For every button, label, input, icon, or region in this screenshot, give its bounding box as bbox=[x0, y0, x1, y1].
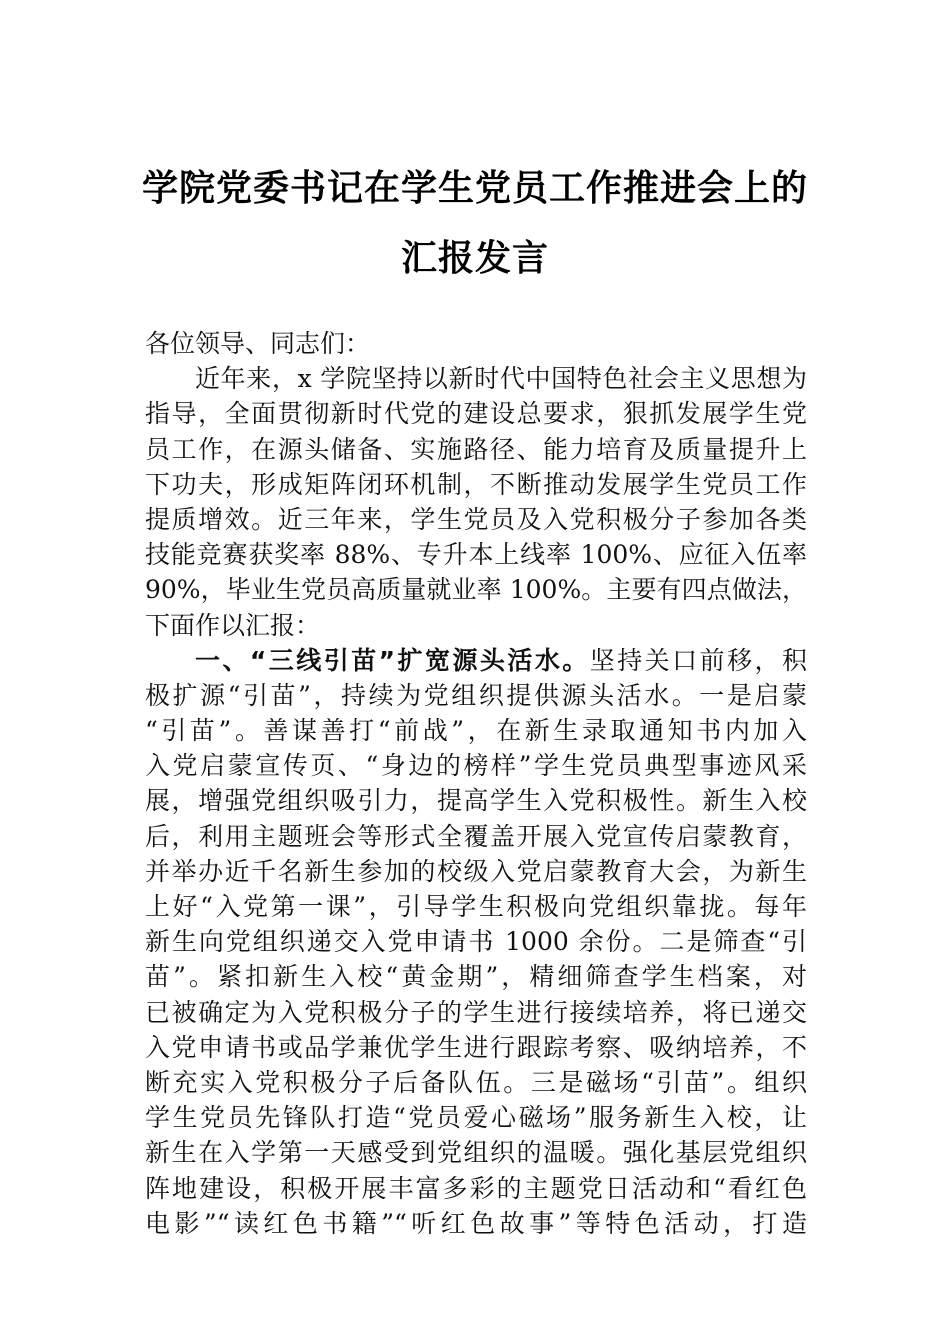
salutation: 各位领导、同志们： bbox=[145, 329, 371, 358]
section-1-line: 阵地建设，积极开展丰富多彩的主题党日活动和“看红色 bbox=[145, 1173, 807, 1203]
section-1-line: 展，增强党组织吸引力，提高学生入党积极性。新生入校 bbox=[145, 786, 807, 816]
section-1-line: 已被确定为入党积极分子的学生进行接续培养，将已递交 bbox=[145, 997, 807, 1027]
paragraph-1-line: 下面作以汇报： bbox=[145, 610, 321, 640]
section-1-line: 电影”“读红色书籍”“听红色故事”等特色活动，打造 bbox=[145, 1208, 807, 1238]
paragraph-1-line: 指导，全面贯彻新时代党的建设总要求，狠抓发展学生党 bbox=[145, 399, 807, 429]
document-title-line-2: 汇报发言 bbox=[400, 238, 549, 279]
section-1-line: 苗”。紧扣新生入校“黄金期”，精细筛查学生档案，对 bbox=[145, 962, 807, 992]
section-1-line: 断充实入党积极分子后备队伍。三是磁场“引苗”。组织 bbox=[145, 1067, 807, 1097]
paragraph-1-line: 下功夫，形成矩阵闭环机制，不断推动发展学生党员工作 bbox=[145, 469, 807, 499]
section-1-line: 后，利用主题班会等形式全覆盖开展入党宣传启蒙教育， bbox=[145, 821, 807, 851]
paragraph-1-line: 90%，毕业生党员高质量就业率 100%。主要有四点做法， bbox=[145, 575, 807, 605]
section-1-line: “引苗”。善谋善打“前战”，在新生录取通知书内加入 bbox=[145, 716, 807, 746]
document-body bbox=[145, 326, 807, 1241]
paragraph-1-line: 员工作，在源头储备、实施路径、能力培育及质量提升上 bbox=[145, 434, 807, 464]
document-title-line-1: 学院党委书记在学生党员工作推进会上的 bbox=[141, 168, 808, 209]
section-1-heading: 一、“三线引苗”扩宽源头活水。 bbox=[195, 645, 590, 675]
section-1-line: 入党申请书或品学兼优学生进行跟踪考察、吸纳培养，不 bbox=[145, 1032, 807, 1062]
section-1-line: 新生向党组织递交入党申请书 1000 余份。二是筛查“引 bbox=[145, 927, 807, 957]
paragraph-1-line: 近年来，x 学院坚持以新时代中国特色社会主义思想为 bbox=[195, 364, 807, 394]
paragraph-1-line: 提质增效。近三年来，学生党员及入党积极分子参加各类 bbox=[145, 504, 807, 534]
section-1-line: 并举办近千名新生参加的校级入党启蒙教育大会，为新生 bbox=[145, 856, 807, 886]
section-1-first-line-rest: 坚持关口前移，积 bbox=[589, 645, 807, 675]
section-1-line: 上好“入党第一课”，引导学生积极向党组织靠拢。每年 bbox=[145, 892, 807, 921]
paragraph-1-line: 技能竞赛获奖率 88%、专升本上线率 100%、应征入伍率 bbox=[145, 540, 807, 570]
section-1-first-line bbox=[145, 643, 807, 678]
section-1-line: 极扩源“引苗”，持续为党组织提供源头活水。一是启蒙 bbox=[145, 680, 807, 710]
section-1-line: 学生党员先锋队打造“党员爱心磁场”服务新生入校，让 bbox=[145, 1103, 807, 1133]
section-1-line: 入党启蒙宣传页、“身边的榜样”学生党员典型事迹风采 bbox=[145, 751, 807, 781]
section-1-line: 新生在入学第一天感受到党组织的温暖。强化基层党组织 bbox=[145, 1138, 807, 1168]
